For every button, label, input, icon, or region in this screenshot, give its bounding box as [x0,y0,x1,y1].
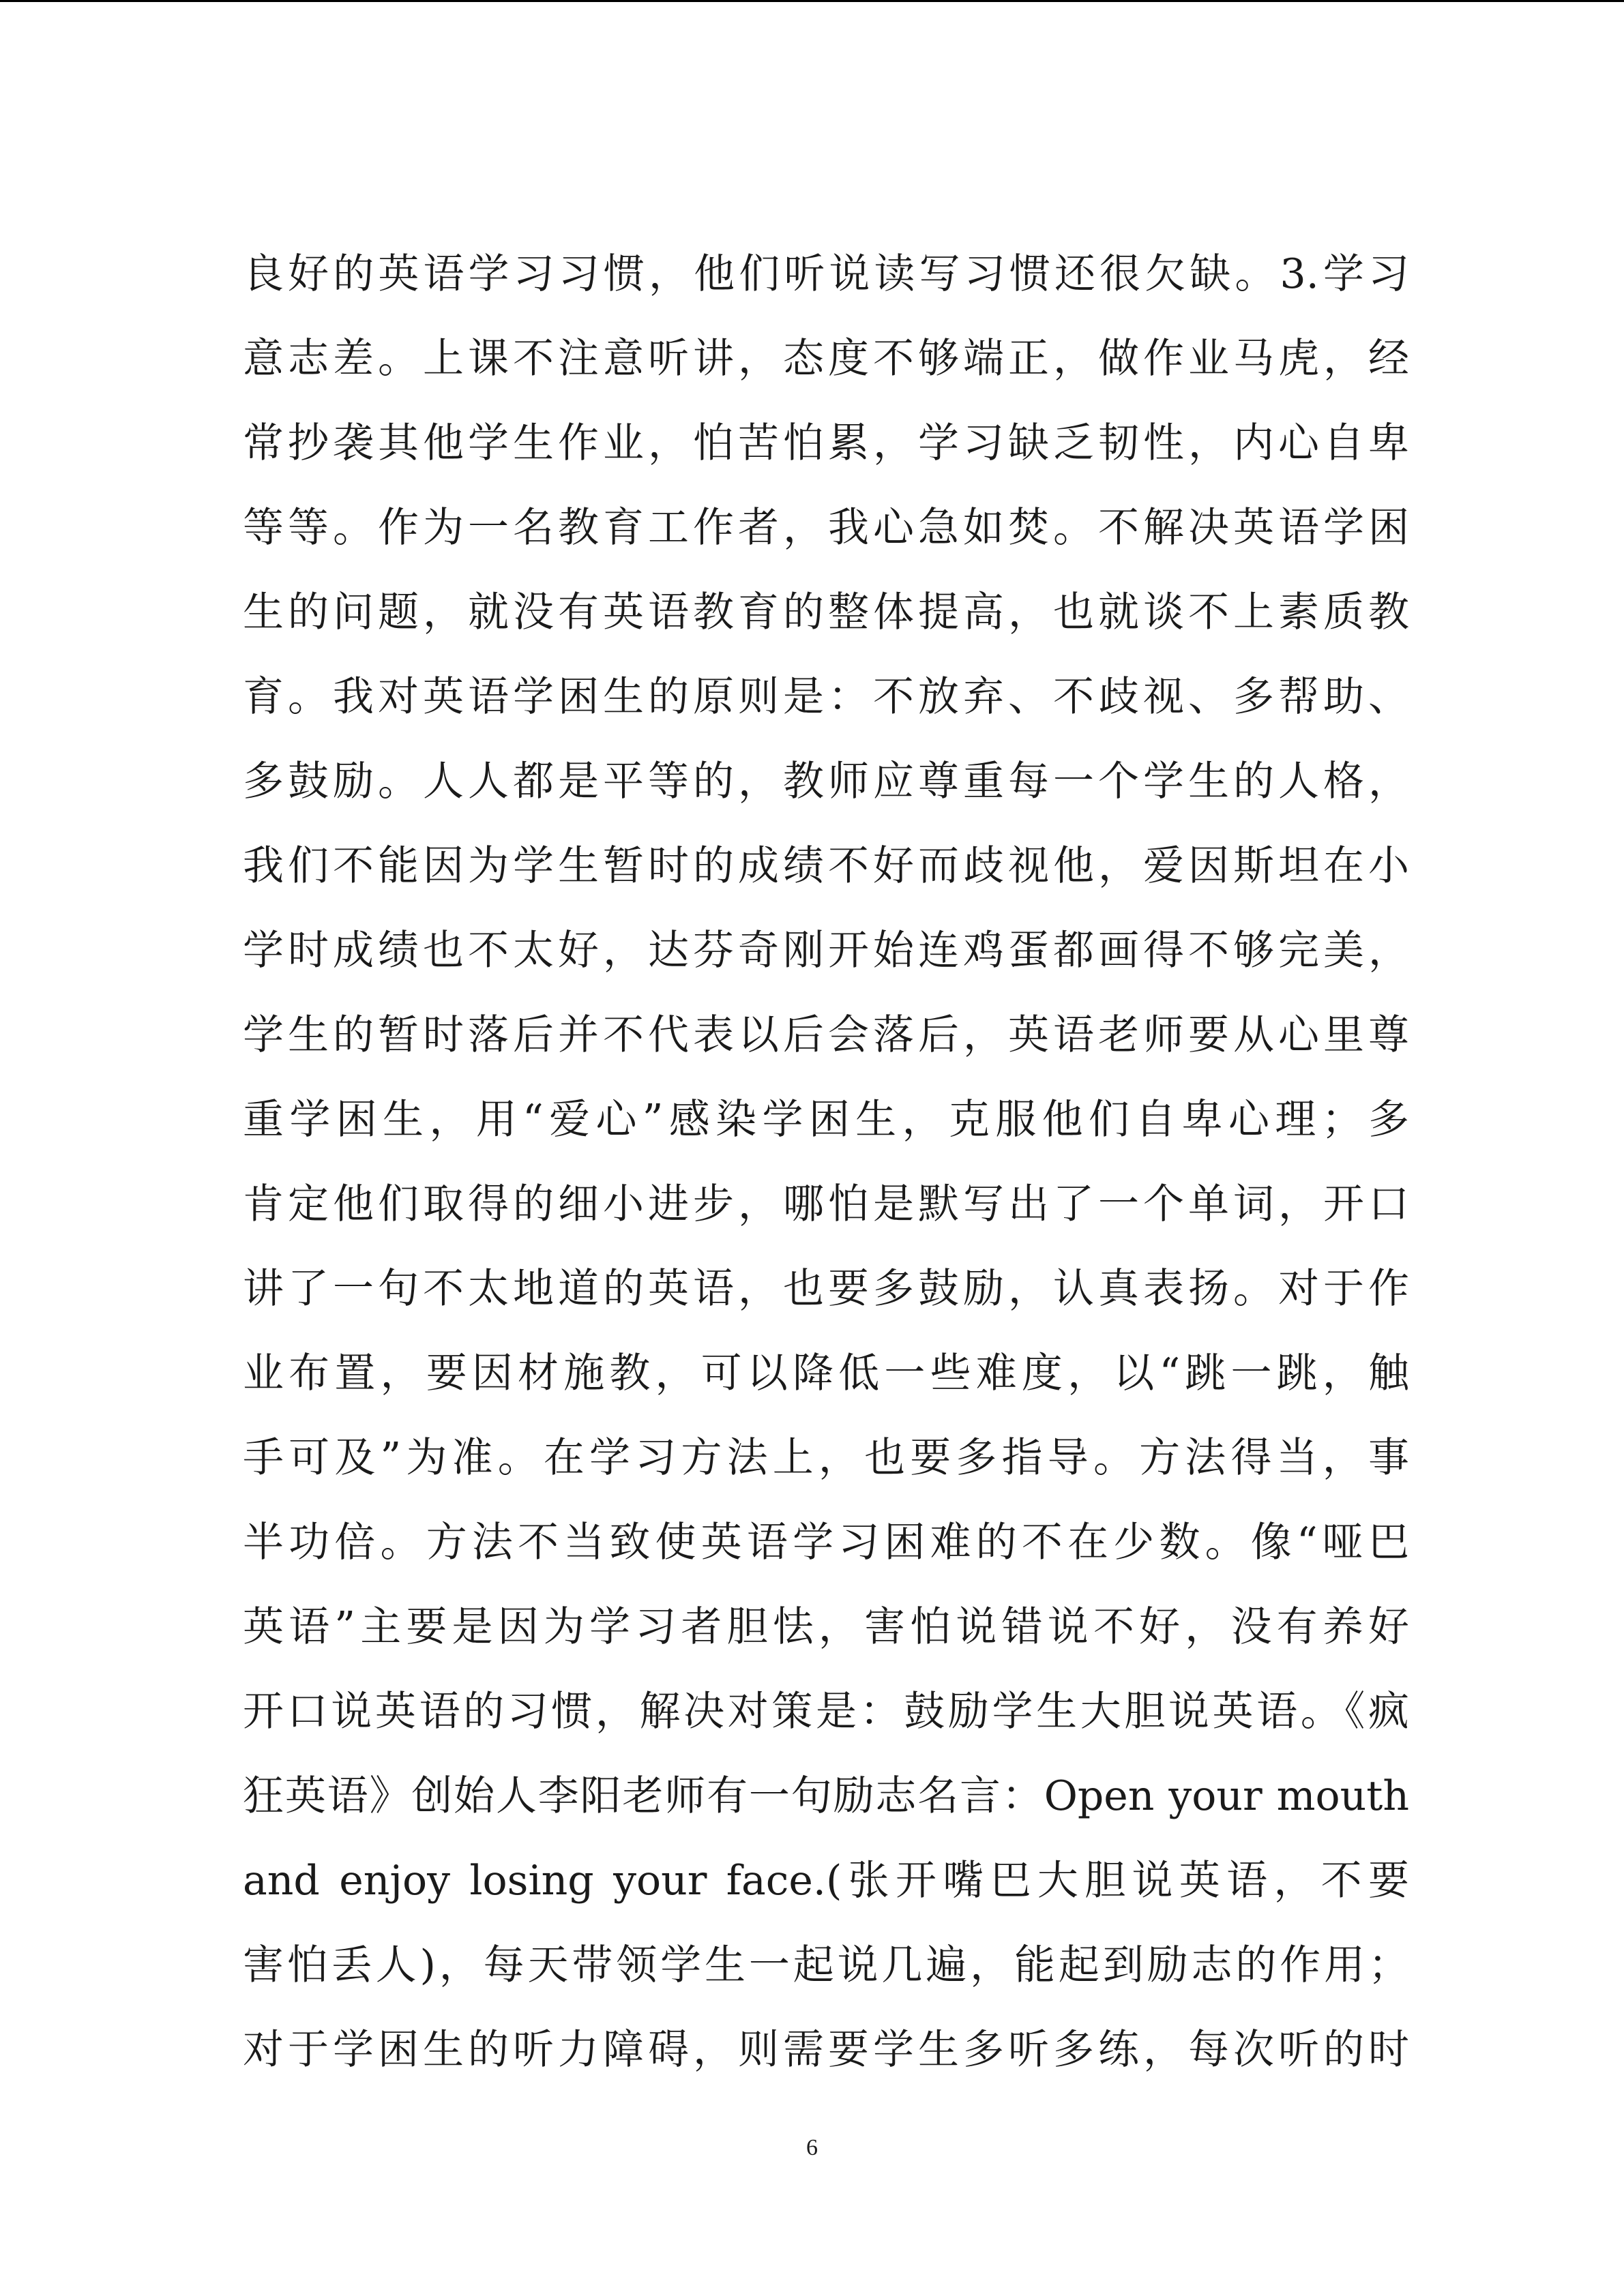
text-line-17: 英语”主要是因为学习者胆怯，害怕说错说不好，没有养好 [243,1603,1409,1651]
text-line-1: 良好的英语学习习惯，他们听说读写习惯还很欠缺。3.学习 [243,250,1409,298]
top-border-line [0,0,1624,2]
text-line-8: 我们不能因为学生暂时的成绩不好而歧视他，爱因斯坦在小 [243,842,1409,890]
text-line-19: 狂英语》创始人李阳老师有一句励志名言：Open your mouth [243,1772,1409,1820]
text-line-16: 半功倍。方法不当致使英语学习困难的不在少数。像“哑巴 [243,1519,1409,1566]
text-line-4: 等等。作为一名教育工作者，我心急如焚。不解决英语学困 [243,504,1409,552]
text-line-21: 害怕丢人)，每天带领学生一起说几遍，能起到励志的作用； [243,1941,1409,1989]
text-line-13: 讲了一句不太地道的英语，也要多鼓励，认真表扬。对于作 [243,1265,1409,1313]
text-line-12: 肯定他们取得的细小进步，哪怕是默写出了一个单词，开口 [243,1180,1409,1228]
text-line-20: and enjoy losing your face.(张开嘴巴大胆说英语，不要 [243,1857,1409,1905]
text-line-7: 多鼓励。人人都是平等的，教师应尊重每一个学生的人格， [243,758,1409,805]
text-line-11: 重学困生，用“爱心”感染学困生，克服他们自卑心理；多 [243,1096,1409,1144]
text-line-14: 业布置，要因材施教，可以降低一些难度，以“跳一跳，触 [243,1350,1409,1397]
text-line-5: 生的问题，就没有英语教育的整体提高，也就谈不上素质教 [243,588,1409,636]
text-line-10: 学生的暂时落后并不代表以后会落后，英语老师要从心里尊 [243,1011,1409,1059]
page-number: 6 [806,2135,818,2160]
text-line-18: 开口说英语的习惯，解决对策是：鼓励学生大胆说英语。《疯 [243,1688,1409,1735]
text-line-6: 育。我对英语学困生的原则是：不放弃、不歧视、多帮助、 [243,673,1409,721]
text-line-9: 学时成绩也不太好，达芬奇刚开始连鸡蛋都画得不够完美， [243,927,1409,974]
text-line-15: 手可及”为准。在学习方法上，也要多指导。方法得当，事 [243,1434,1409,1482]
text-line-2: 意志差。上课不注意听讲，态度不够端正，做作业马虎，经 [243,335,1409,383]
text-line-3: 常抄袭其他学生作业，怕苦怕累，学习缺乏韧性，内心自卑 [243,419,1409,467]
text-line-22: 对于学困生的听力障碍，则需要学生多听多练，每次听的时 [243,2026,1409,2074]
